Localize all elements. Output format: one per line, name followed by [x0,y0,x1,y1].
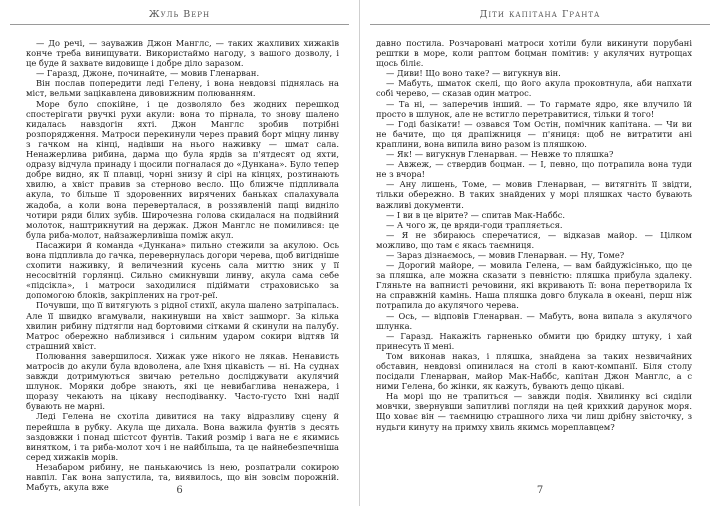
paragraph: — Та ні, — заперечив інший. — То гармате ядро, яке влучило їй просто в шлунок, але не встигло перетравитися, тільки й того! [376,98,692,119]
running-head-author: Жуль Верн [148,9,211,20]
paragraph: — До речі, — зауважив Джон Манглс, — таких жахливих хижаків конче треба винищувати. Використаймо нагоду, з вашого дозволу, і це буде й захвате видовище і добре діло заразом. [26,38,339,69]
paragraph: — Авжеж, — ствердив боцман. — І, певно, що потрапила вона туди не з вчора! [376,159,692,180]
paragraph: — Диви! Що воно таке? — вигукнув він. [386,68,561,79]
paragraph: Леді Гелена не схотіла дивитися на таку відразливу сцену й перейшла в рубку. Акула ще дихала. Вона важила фунтів з десять заздовжки і понад шістсот фунтів. Такий розмір і вага не є якимись винятком, і та риба-молот хоч і не найбільша, та це найнебезпечніша серед хижаків морів. [26,411,339,462]
paragraph: Він послав попередити леді Гелену, і вона невдовзі піднялась на міст, вельми зацікавлена дивовижним полюванням. [26,78,339,99]
paragraph: — Мабуть, шматок скелі, що його акула проковтнула, аби напхати собі черево, — сказав один матрос. [376,78,692,99]
left-page-body [26,38,339,492]
paragraph: Том виконав наказ, і пляшка, знайдена за таких незвичайних обставин, невдовзі опинилася на столі в кают-компанії. Біля столу посідали Гленарван, майор Мак-Наббс, капітан Джон Манглс, а с ними Гелена, бо жінки, як кажуть, бувають дещо цікаві. [376,350,692,392]
page-number-right: 7 [536,485,544,496]
paragraph: давно постила. Розчаровані матроси хотіли були викинути порубані рештки в море, коли раптом боцман помітив: у акулячих нутрощах щось біліє. [376,38,692,69]
header-rule [10,24,349,25]
paragraph: Полювання завершилося. Хижак уже нікого не лякав. Ненависть матросів до акули була вдоволена, але їхня цікавість — ні. На суднах завжди дотримуються звичаю ретельно досліджувати акулячий шлунок. Моряки добре знають, які це невибаглива ненажера, і щоразу чекають на цікаву несподіванку. Часто-густо їхні надії бувають не марні. [26,350,339,412]
paragraph: — Зараз дізнаємось, — мовив Гленарван. — Ну, Томе? [386,249,625,260]
paragraph: — Гаразд, Джоне, починайте, — мовив Гленарван. [36,68,260,79]
right-page [360,0,720,506]
paragraph: Пасажири й команда «Дункана» пильно стежили за акулою. Ось вона підпливла до гачка, перевернулась догори черева, щоб вигідніше схопити наживку, й величезний кусень сала миттю зник у її несосвітній горлянці. Сильно смикнувши линву, акула сама себе «підсікла», і матроси заходилися підіймати страховисько за допомогою блоків, закріплених на грот-реї. [26,239,339,301]
right-page-body [376,38,692,432]
page-number-left: 6 [176,485,183,496]
paragraph: — І ви в це вірите? — спитав Мак-Наббс. [386,209,566,220]
paragraph: На морі що не трапиться — завжди подія. Хвилинку всі сиділи мовчки, звернувши запитливі погляди на цей крихкий дарунок моря. Що ховає він — таємницю страшного лиха чи лиш дрібну звісточку, з нудьги кинуту на примху хвиль якимсь мореплавцем? [376,391,692,432]
running-head-title: Діти капітана Гранта [479,9,601,20]
paragraph: — Гаразд. Накажіть гарненько обмити цю бридку штуку, і хай принесуть її мені. [376,330,692,351]
paragraph: — Як! — вигукнув Гленарван. — Невже то пляшка? [386,149,614,160]
paragraph: Почувши, що її витягують з рідної стихії, акула шалено затріпалась. Але її швидко вгамували, накинувши на хвіст зашморг. За кілька хвилин рибину підтягли над бортовими сітками й скинули на палубу. Матрос обережно наблизився і сильним ударом сокири відтяв їй страшний хвіст. [26,300,339,351]
paragraph: — Я не збираюсь сперечатися, — відказав майор. — Цілком можливо, що там є якась таємниця. [376,229,692,250]
paragraph: Незабаром рибину, не панькаючись із нею, розпатрали сокирою навпіл. Гак вона запустила, та, виявилось, що він зовсім порожній. Мабуть, акула вже [26,461,339,493]
paragraph: — Дорогий майоре, — мовила Гелена, — вам байдужісінько, що це за пляшка, але можна сказати з певністю: пляшка прибула здалеку. Гляньте на вапнисті речовини, які вкривають її: вона перетворила їх на справжній камінь. Наша пляшка довго блукала в океані, перш ніж потрапила до акулячого черева. [376,260,692,311]
paragraph: Море було спокійне, і це дозволяло без жодних перешкод спостерігати рвучкі рухи акули: вона то пірнала, то знову шалено кидалась навздогін яхті. Джон Манглс зробив потрібні розпорядження. Матроси перекинули через правий борт міцну линву з гачком на кінці, надівши на нього наживку — шмат сала. Ненажерлива рибина, дарма що була ярдів за п'ятдесят од яхти, одразу відчула принаду і щосили погналася до «Дункана». Було тепер добре видно, як її плавці, чорні знизу й сірі на кінцях, розтинають хвилю, а хвіст правив за стерново весло. Що ближче підпливала акула, то більше її здоровенних вирячених баньках спалахувала жадоба, а коли вона переверталася, в роззявленій пащі видніло чотири ряди білих зубів. Широчезна голова скидалася на подвійний молоток, наштрикнутий на держак. Джон Манглс не помилився: це була риба-молот, найзажерливіша поміж акул. [26,98,339,240]
header-rule [370,24,710,25]
paragraph: — Ану лишень, Томе, — мовив Гленарван, — витягніть її звідти, тільки обережно. В таких знайдених у морі пляшках часто бувають важливі документи. [376,179,692,210]
paragraph: — Годі базікати! — озвався Том Остін, помічник капітана. — Чи ви не бачите, що ця драпіжниця — п'яниця: щоб не витратити ані краплини, вона випила вино разом із пляшкою. [376,118,692,149]
paragraph: — А чого ж, це вряди-годи трапляється. [386,219,563,230]
paragraph: — Ось, — відповів Гленарван. — Мабуть, вона випала з акулячого шлунка. [376,310,692,331]
